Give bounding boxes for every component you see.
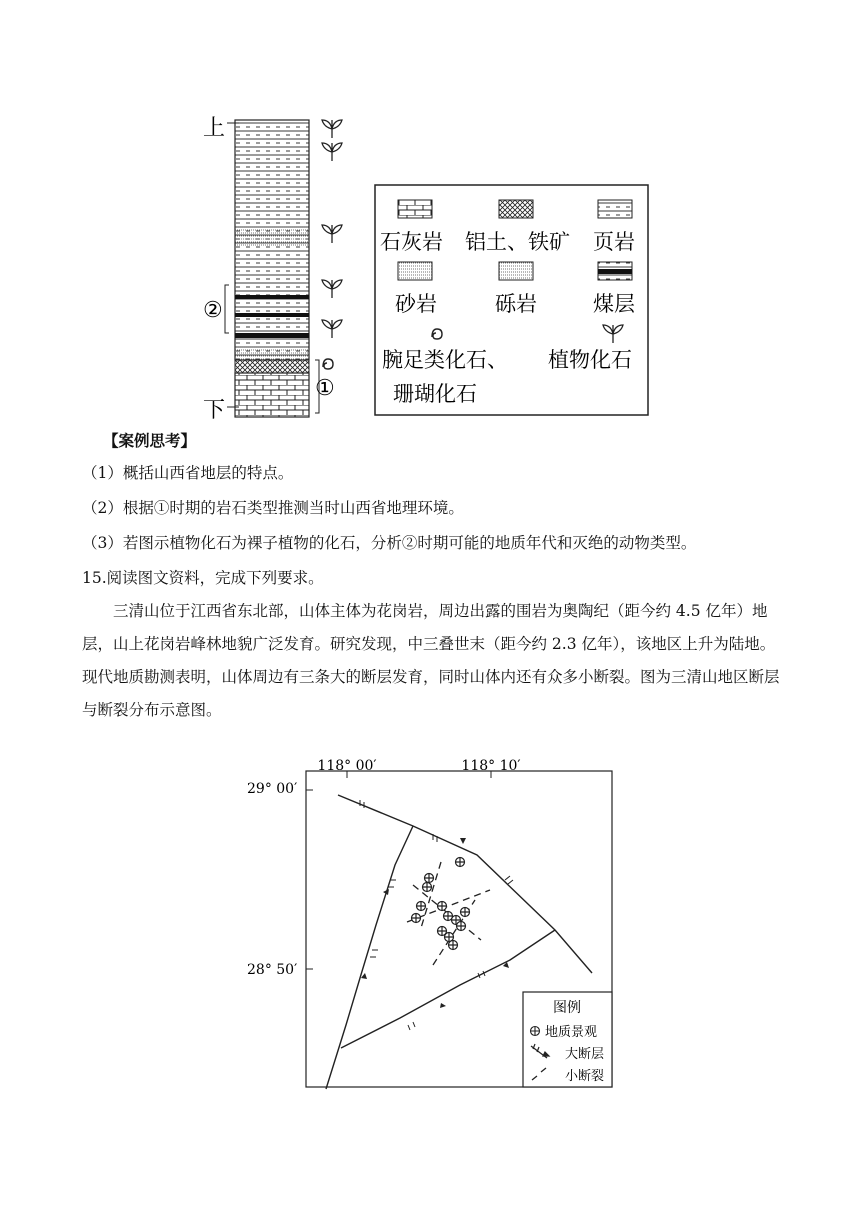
landscape-point-icon	[449, 941, 458, 950]
plant-fossil-icon	[322, 225, 342, 243]
case-title: 【案例思考】	[103, 431, 197, 450]
lat-label-bottom: 28° 50′	[247, 962, 298, 978]
landscape-point-icon	[438, 902, 447, 911]
problem-15-heading: 15.阅读图文资料，完成下列要求。	[82, 569, 324, 587]
landscape-point-icon	[461, 908, 470, 917]
legend-bauxite-label: 铝土、铁矿	[465, 230, 570, 254]
legend-limestone-label: 石灰岩	[380, 230, 443, 254]
lon-label-left: 118° 00′	[317, 758, 377, 774]
lon-label-right: 118° 10′	[461, 758, 521, 774]
plant-fossil-icons	[322, 120, 342, 338]
legend-conglomerate-label: 砾岩	[495, 292, 537, 316]
question-3: （3）若图示植物化石为裸子植物的化石，分析②时期可能的地质年代和灭绝的动物类型。	[82, 534, 697, 552]
legend-fracture-label: 小断裂	[565, 1069, 605, 1084]
legend-fault-label: 大断层	[565, 1047, 605, 1062]
legend-brachiopod-label-1: 腕足类化石、	[382, 348, 508, 372]
landscape-point-icon	[456, 858, 465, 867]
landscape-point-icon	[423, 883, 432, 892]
landscape-point-icon	[425, 874, 434, 883]
problem-15-paragraph: 三清山位于江西省东北部，山体主体为花岗岩，周边出露的围岩为奥陶纪（距今约 4.5 亿年）地层，山上花岗岩峰林地貌广泛发育。研究发现，中三叠世末（距今约 2.3 亿年），该地区上升为陆地。现代地质勘测表明，山体周边有三条大的断层发育，同时山体内还有众多小断裂。图为三清山地区断层与断裂分布示意图。	[82, 602, 780, 719]
legend-landscape-label: 地质景观	[545, 1025, 598, 1040]
legend-shale-swatch	[598, 200, 632, 218]
map-legend-title: 图例	[553, 1000, 581, 1016]
landscape-point-icon	[417, 902, 426, 911]
marker-2: ②	[203, 298, 223, 323]
bracket-2	[225, 285, 229, 333]
fault-map-svg	[235, 740, 625, 1100]
legend-coal-swatch	[598, 262, 632, 280]
fracture	[421, 862, 441, 928]
fault-ticks	[360, 800, 513, 1030]
legend-brachiopod-label-2: 珊瑚化石	[393, 382, 477, 406]
legend-conglomerate-swatch	[499, 262, 533, 280]
label-bottom: 下	[203, 398, 226, 423]
plant-fossil-icon	[322, 320, 342, 338]
legend-limestone-swatch	[398, 200, 432, 218]
strata-figure	[195, 105, 655, 425]
fault-west	[326, 826, 413, 1089]
legend-coal-label: 煤层	[593, 292, 635, 316]
legend-sandstone-swatch	[398, 262, 432, 280]
question-1: （1）概括山西省地层的特点。	[82, 464, 294, 482]
label-top: 上	[203, 116, 226, 141]
legend-bauxite-swatch	[499, 200, 533, 218]
strata-figure-svg	[195, 105, 655, 425]
marker-1: ①	[315, 376, 335, 401]
map-legend	[523, 992, 612, 1087]
fault-map-figure	[235, 740, 625, 1100]
strata-legend	[375, 185, 648, 415]
strata-column	[227, 120, 309, 417]
legend-shale-label: 页岩	[593, 230, 635, 254]
legend-landscape-icon	[531, 1027, 540, 1036]
landscape-point-icon	[412, 914, 421, 923]
legend-sandstone-label: 砂岩	[395, 292, 437, 316]
landscape-point-icon	[457, 922, 466, 931]
landscape-points	[412, 858, 470, 950]
brachiopod-fossil-icon	[323, 359, 333, 369]
plant-fossil-icon	[322, 280, 342, 298]
plant-fossil-icon	[322, 120, 342, 138]
plant-fossil-icon	[322, 143, 342, 161]
question-2: （2）根据①时期的岩石类型推测当时山西省地理环境。	[82, 499, 464, 517]
lat-label-top: 29° 00′	[247, 781, 298, 797]
legend-plant-label: 植物化石	[548, 348, 632, 372]
fault-north-east	[338, 795, 592, 973]
